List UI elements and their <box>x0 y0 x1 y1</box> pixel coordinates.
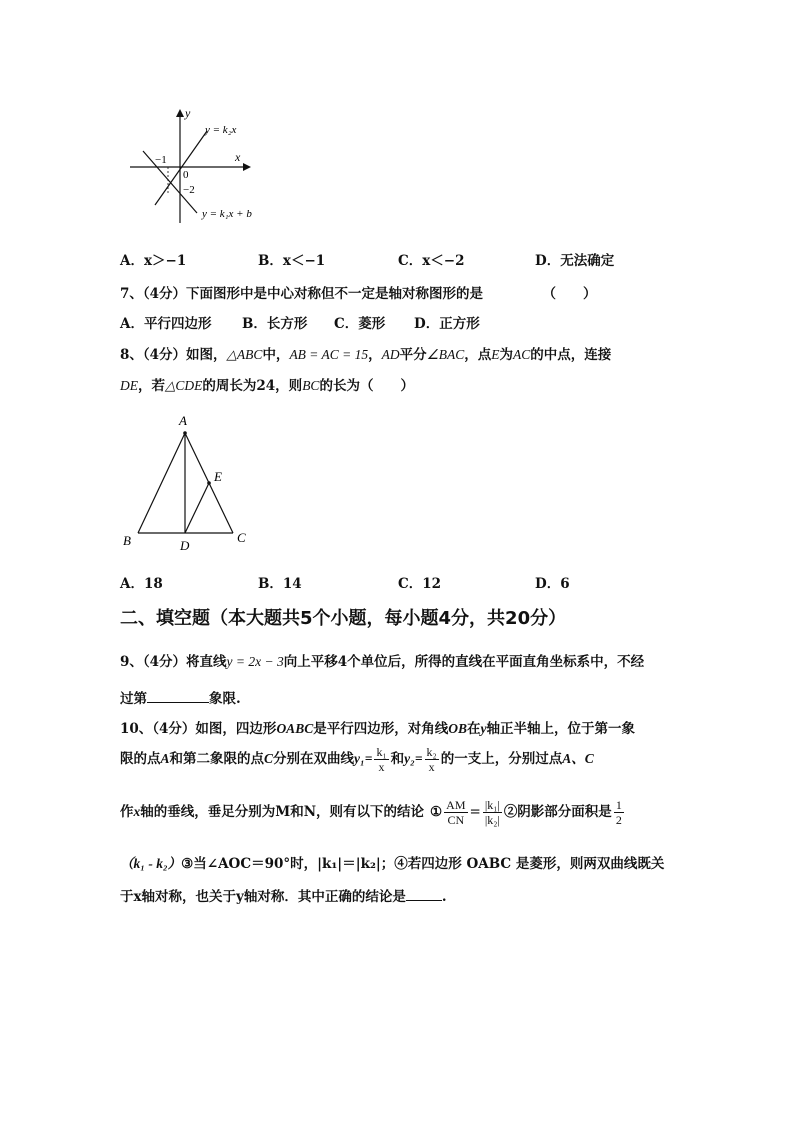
q10-text: 轴的垂线，垂足分别为M和N，则有以下的结论 <box>140 804 425 820</box>
q10-math: C <box>264 751 274 766</box>
q10-math: y₂= <box>404 751 423 766</box>
frac-den: x <box>428 760 435 774</box>
q8-math: E <box>491 347 500 362</box>
q9-text: 过第 <box>120 691 147 707</box>
y-axis-label: y <box>185 106 191 120</box>
q10-line2 <box>120 745 594 774</box>
q9-stem-line2 <box>120 687 241 707</box>
q10-math: OABC <box>276 721 314 736</box>
q10-math: A <box>160 751 170 766</box>
frac-num: |k₁| <box>484 798 500 812</box>
q7-stem <box>120 282 596 302</box>
q7-option-d[interactable]: D．正方形 <box>414 316 480 332</box>
line-k2x-label: y = k₂x <box>205 124 237 136</box>
q8-text: 的周长为24，则 <box>202 378 303 394</box>
q10-line5 <box>120 885 447 905</box>
q10-math: x <box>133 804 141 819</box>
q6-option-d[interactable]: D．无法确定 <box>535 253 615 269</box>
segment-de <box>185 483 209 533</box>
label-b: B <box>123 533 131 548</box>
neg1-label: −1 <box>155 154 167 166</box>
x-axis-arrow <box>243 163 251 171</box>
q8-text: ，点 <box>464 347 492 363</box>
q8-math: AB = AC = 15 <box>289 347 369 362</box>
label-d: D <box>180 538 190 553</box>
q10-line1 <box>120 717 635 737</box>
q8-math: DE <box>120 378 138 393</box>
frac-num: 1 <box>615 798 622 812</box>
q9-text: 9、（4分）将直线 <box>120 654 227 670</box>
q7-option-c[interactable]: C．菱形 <box>334 316 386 332</box>
q8-text: ，若 <box>138 378 165 394</box>
q10-text: . <box>441 889 447 905</box>
frac-den: |k₂| <box>484 813 500 827</box>
frac-num: k₂ <box>426 745 437 759</box>
section-2-heading: 二、填空题（本大题共5个小题，每小题4分，共20分） <box>120 608 567 629</box>
q10-math: y₁= <box>354 751 373 766</box>
q9-stem-line1 <box>120 650 644 670</box>
q7-option-b[interactable]: B．长方形 <box>242 316 308 332</box>
q8-text: 为 <box>499 347 514 363</box>
q10-text: ③当∠AOC＝90°时，|k₁|＝|k₂|；④若四边形 OABC 是菱形，则两双曲线既关 <box>181 856 665 872</box>
origin-label: 0 <box>183 169 189 181</box>
q6-option-b[interactable]: B．x＜−1 <box>258 253 326 269</box>
q9-answer-blank[interactable] <box>147 690 209 703</box>
q10-text: 和第二象限的点 <box>169 751 265 767</box>
x-axis-label: x <box>235 150 241 164</box>
point-e <box>207 481 211 485</box>
fraction-one-half <box>614 798 624 827</box>
side-ab <box>138 433 185 533</box>
q8-option-b[interactable]: B．14 <box>258 576 302 592</box>
q7-stem-text: 7、（4分）下面图形中是中心对称但不一定是轴对称图形的是 <box>120 286 484 302</box>
line-k1x-b-label: y = k₁x + b <box>202 208 252 220</box>
frac-den: x <box>378 760 385 774</box>
q10-text: 于x轴对称，也关于y轴对称．其中正确的结论是 <box>120 889 406 905</box>
q8-option-a[interactable]: A．18 <box>120 576 163 592</box>
q10-text: ②阴影部分面积是 <box>503 804 612 820</box>
q10-math: （k₁ - k₂） <box>120 856 182 871</box>
point-a <box>183 431 187 435</box>
q7-option-a[interactable]: A．平行四边形 <box>120 316 212 332</box>
frac-den: CN <box>447 813 465 827</box>
q8-triangle-figure <box>118 408 258 558</box>
fraction-k2-over-x <box>425 745 439 774</box>
q9-text: 向上平移4个单位后，所得的直线在平面直角坐标系中，不经 <box>283 654 645 670</box>
q8-math: ∠BAC <box>426 347 465 362</box>
q10-text: 在 <box>466 721 481 737</box>
fraction-k1-over-x <box>374 745 388 774</box>
q8-math: BC <box>302 378 320 393</box>
q8-math: AD <box>381 347 400 362</box>
label-a: A <box>179 413 187 428</box>
q10-text: 限的点 <box>120 751 161 767</box>
q8-stem-line1 <box>120 343 611 363</box>
q10-text: 是平行四边形，对角线 <box>313 721 449 737</box>
label-c: C <box>237 530 246 545</box>
line-k1x-b <box>143 151 197 213</box>
q10-math: OB <box>448 721 467 736</box>
q10-math: A、C <box>562 751 594 766</box>
q10-text: 10、（4分）如图，四边形 <box>120 721 277 737</box>
q9-formula: y = 2x − 3 <box>226 654 284 669</box>
q6-graph <box>125 105 275 230</box>
q8-text: 的中点，连接 <box>530 347 612 363</box>
q10-text: 作 <box>120 804 134 820</box>
q10-line3: 作x轴的垂线，垂足分别为M和N，则有以下的结论 ① $\frac{AM}{CN}$ = $\frac{\text{|k₁|}}{\text{|k₂|}}$ ②阴影部分面积是 $\frac{1}{2}$ <box>120 798 622 827</box>
frac-den: 2 <box>615 813 622 827</box>
q8-text: 平分 <box>399 347 427 363</box>
neg2-label: −2 <box>183 184 195 196</box>
q8-text: 的长为（ ） <box>319 378 414 394</box>
q9-text: 象限. <box>209 691 241 707</box>
q8-option-c[interactable]: C．12 <box>398 576 442 592</box>
fraction-absk1-over-absk2 <box>483 798 502 827</box>
q8-math: AC <box>513 347 531 362</box>
q10-text: 和 <box>390 751 405 767</box>
q10-line4 <box>120 852 664 872</box>
q7-answer-paren: （ ） <box>542 286 597 302</box>
frac-num: k₁ <box>376 745 387 759</box>
q10-answer-blank[interactable] <box>406 888 442 901</box>
q10-math: y <box>480 721 487 736</box>
q8-option-d[interactable]: D．6 <box>535 576 570 592</box>
q10-text: ① <box>430 804 443 820</box>
fraction-am-over-cn <box>444 798 467 827</box>
q6-option-a[interactable]: A．x＞−1 <box>120 253 187 269</box>
q8-math: △ABC <box>226 347 263 362</box>
frac-num: AM <box>446 798 466 812</box>
q8-stem-line2 <box>120 374 414 394</box>
q8-text: 8、（4分）如图， <box>120 347 227 363</box>
q10-text: 轴正半轴上，位于第一象 <box>486 721 635 737</box>
y-axis-arrow <box>176 109 184 117</box>
label-e: E <box>214 469 222 484</box>
q8-text: ， <box>368 347 382 363</box>
q10-text: 的一支上，分别过点 <box>440 751 563 767</box>
q10-text: 分别在双曲线 <box>273 751 355 767</box>
q8-text: 中， <box>262 347 290 363</box>
q8-math: △CDE <box>165 378 203 393</box>
q6-option-c[interactable]: C．x＜−2 <box>398 253 465 269</box>
